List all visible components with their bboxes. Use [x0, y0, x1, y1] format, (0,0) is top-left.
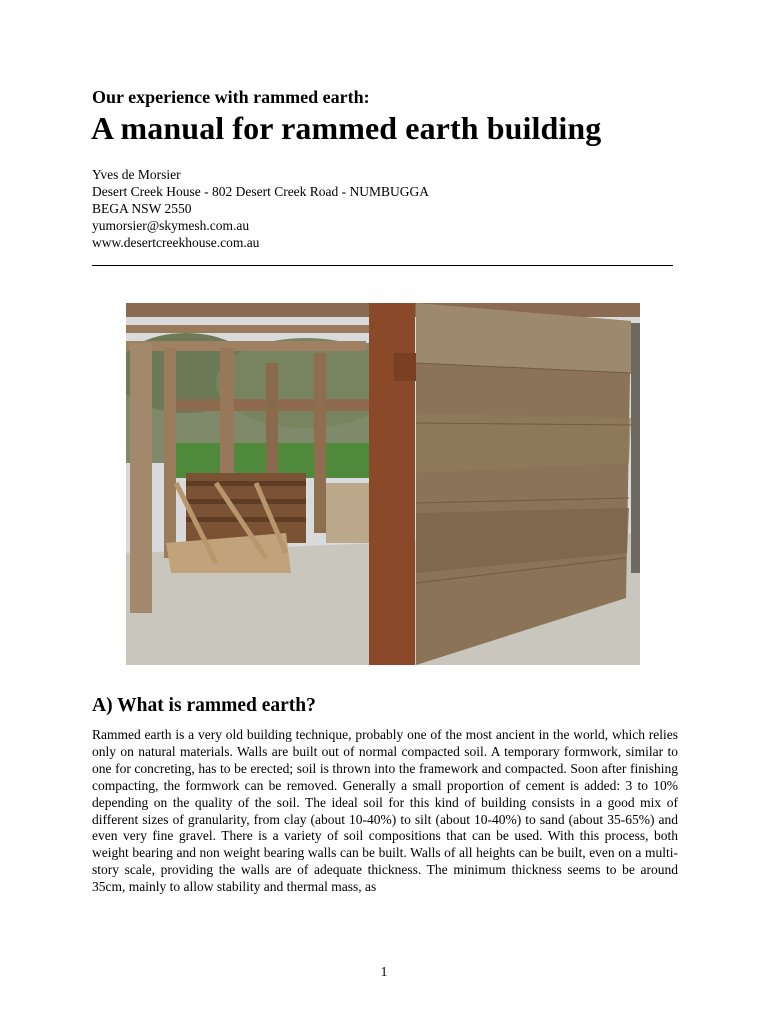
page-number: 1: [380, 964, 388, 979]
author-name: Yves de Morsier: [92, 167, 181, 182]
author-email: yumorsier@skymesh.com.au: [92, 218, 250, 233]
author-address-line1: Desert Creek House - 802 Desert Creek Road - NUMBUGGA: [92, 184, 430, 199]
author-address-line2: BEGA NSW 2550: [92, 201, 192, 216]
section-paragraph: Rammed earth is a very old building technique, probably one of the most ancient in the world, which relies only on natural materials. Walls are built out of normal compacted soil. A temporary formwork, similar to one for concreting, has to be erected; soil is thrown into the framework and compacted. Soon after finishing compacting, the formwork can be removed. Generally a small proportion of cement is added: 3 to 10% depending on the quality of the soil. The ideal soil for this kind of building consists in a good mix of different sizes of granularity, from clay (about 10-40%) to silt (about 10-40%) to sand (about 35-65%) and even very fine gravel. There is a variety of soil compositions that can be used. With this process, both weight bearing and non weight bearing walls can be built. Walls of all heights can be built, even on a multi-story scale, providing the walls are of adequate thickness. The minimum thickness seems to be around 35cm, mainly to allow stability and thermal mass, as: [92, 727, 678, 895]
document-subtitle: Our experience with rammed earth:: [92, 87, 370, 107]
document-title: A manual for rammed earth building: [91, 110, 602, 146]
section-heading: A) What is rammed earth?: [92, 695, 316, 716]
horizontal-rule: [92, 265, 673, 266]
rammed-earth-photo: [126, 303, 640, 665]
author-block: [92, 166, 429, 251]
author-website: www.desertcreekhouse.com.au: [92, 235, 260, 250]
